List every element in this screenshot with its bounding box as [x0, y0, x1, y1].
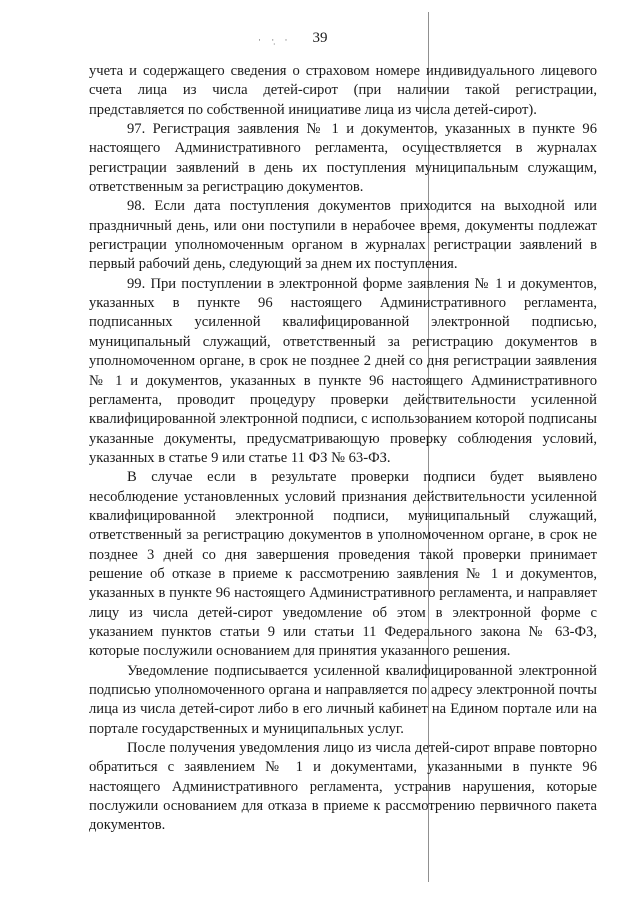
paragraph-notification-signing: Уведомление подписывается усиленной квалифицированной электронной подписью уполномоченного органа и направляется по адресу электронной почты лица из числа детей-сирот либо в его личный кабинет на Едином портале или на портале государственных и муниципальных услуг. [89, 662, 597, 737]
scan-specks: · ·̣ · [258, 35, 292, 45]
paragraph-signature-check-failure: В случае если в результате проверки подписи будет выявлено несоблюдение установленных условий признания действительности усиленной квалифицированной электронной подписи, муниципальный служащий, ответственный за регистрацию документов в уполномоченном органе, в срок не позднее 3 дней со дня завершения проведения такой проверки принимает решение об отказе в приеме к рассмотрению заявления № 1 и документов, указанных в пункте 96 настоящего Административного регламента, и направляет лицу из числа детей-сирот уведомление об этом в электронной форме с указанием пунктов статьи 9 или статьи 11 Федерального закона № 63-ФЗ, которые послужили основанием для принятия указанного решения. [89, 469, 597, 660]
paragraph-97: 97. Регистрация заявления № 1 и документов, указанных в пункте 96 настоящего Административного регламента, осуществляется в журналах регистрации заявлений в день их поступления муниципальным служащим, ответственным за регистрацию документов. [89, 121, 597, 196]
paragraph-resubmission: После получения уведомления лицо из числа детей-сирот вправе повторно обратиться с заявлением № 1 и документами, указанными в пункте 96 настоящего Административного регламента, устранив нарушения, которые послужили основанием для отказа в приеме к рассмотрению первичного пакета документов. [89, 740, 597, 834]
paragraph-99: 99. При поступлении в электронной форме заявления № 1 и документов, указанных в пункте 96 настоящего Административного регламента, подписанных усиленной квалифицированной электронной подписью, муниципальный служащий, ответственный за регистрацию документов в уполномоченном органе, в срок не позднее 2 дней со дня регистрации заявления № 1 и документов, указанных в пункте 96 настоящего Административного регламента, проводит процедуру проверки действительности усиленной квалифицированной электронной подписи, с использованием которой подписаны указанные документы, предусматривающую проверку соблюдения условий, указанных в статье 9 или статье 11 ФЗ № 63-ФЗ. [89, 275, 597, 466]
paragraph-98: 98. Если дата поступления документов приходится на выходной или праздничный день, или они поступили в нерабочее время, документы подлежат регистрации уполномоченным органом в журналах регистрации заявлений в первый рабочий день, следующий за днем их поступления. [89, 198, 597, 273]
document-body [89, 62, 597, 836]
paragraph-continuation: учета и содержащего сведения о страховом номере индивидуального лицевого счета лица из числа детей-сирот (при наличии такой регистрации, представляется по собственной инициативе лица из числа детей-сирот). [89, 63, 597, 118]
page-number: 39 [312, 30, 328, 46]
